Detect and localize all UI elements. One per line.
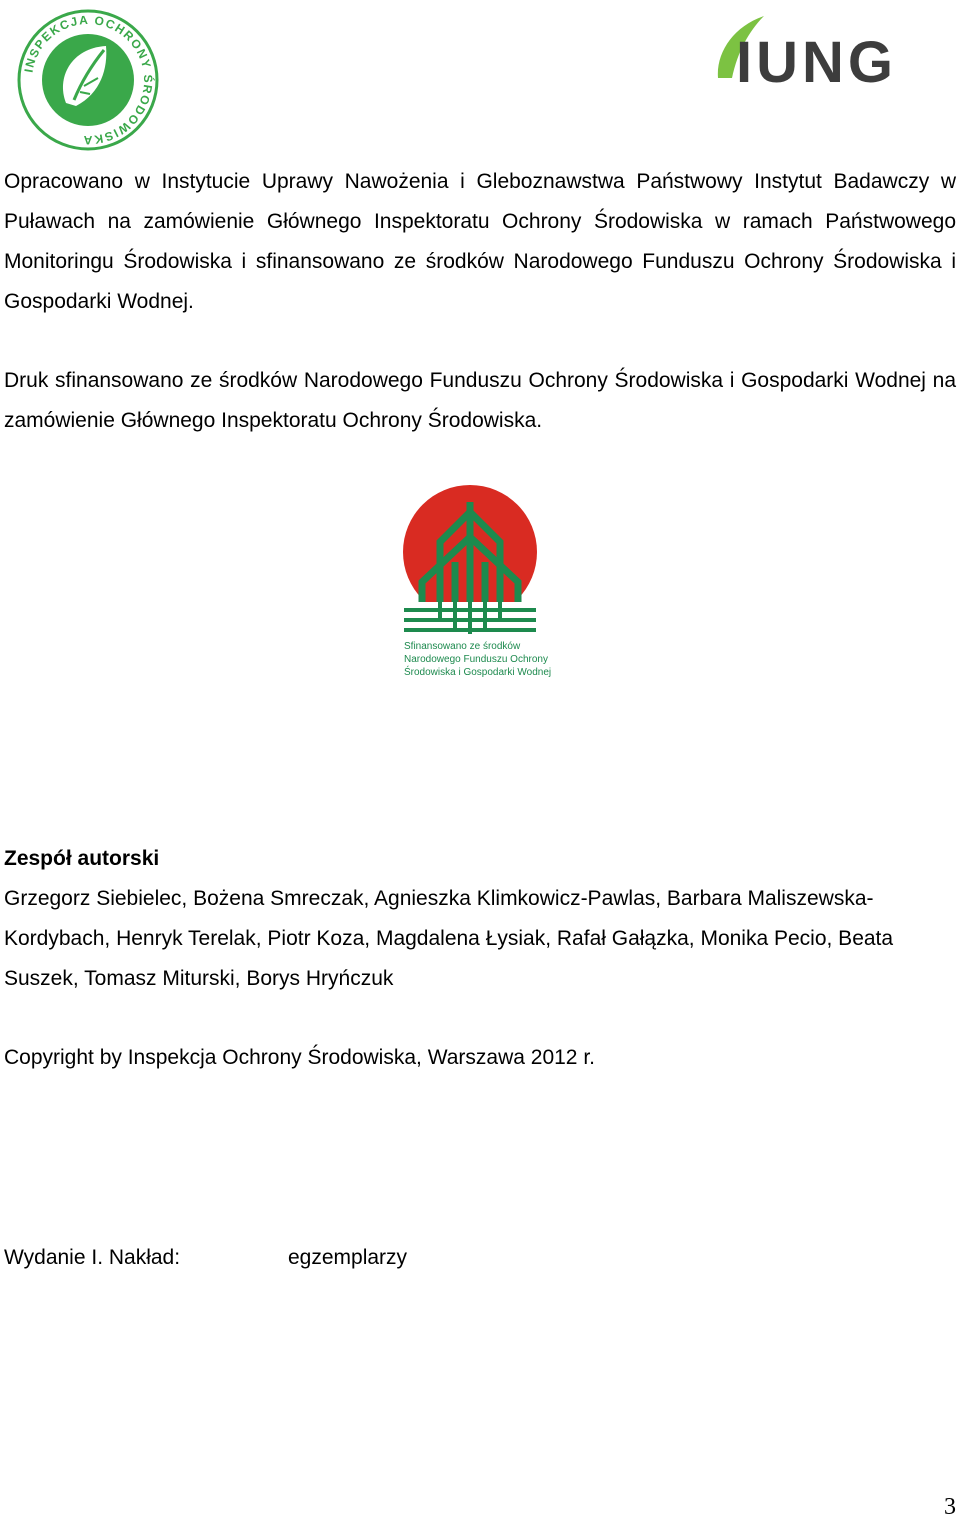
- iung-logo: [712, 12, 960, 98]
- authors-heading: Zespół autorski: [4, 847, 160, 870]
- authors-list: Grzegorz Siebielec, Bożena Smreczak, Agnieszka Klimkowicz-Pawlas, Barbara Maliszewska-Kordybach, Henryk Terelak, Piotr Koza, Magdalena Łysiak, Rafał Gałązka, Monika Pecio, Beata Suszek, Tomasz Miturski, Borys Hryńczuk: [4, 887, 894, 990]
- paragraph-intro: Opracowano w Instytucie Uprawy Nawożenia i Gleboznawstwa Państwowy Instytut Badawczy w Puławach na zamówienie Głównego Inspektoratu Ochrony Środowiska w ramach Państwowego Monitoringu Środowiska i sfinansowano ze środków Narodowego Funduszu Ochrony Środowiska i Gospodarki Wodnej.: [4, 170, 956, 313]
- edition-label: Wydanie I. Nakład:: [4, 1246, 181, 1269]
- nfosigw-caption-line: Sfinansowano ze środków: [404, 641, 521, 652]
- paragraph-print-funding: Druk sfinansowano ze środków Narodowego Funduszu Ochrony Środowiska i Gospodarki Wodnej na zamówienie Głównego Inspektoratu Ochrony Środowiska.: [4, 369, 956, 432]
- gios-logo: [16, 8, 160, 152]
- gios-ring-text: INSPEKCJA OCHRONY ŚRODOWISKA: [21, 12, 156, 148]
- page-number: 3: [944, 1494, 956, 1520]
- nfosigw-logo-caption: [404, 640, 552, 679]
- copies-label: egzemplarzy: [288, 1246, 408, 1269]
- copyright-notice: Copyright by Inspekcja Ochrony Środowiska, Warszawa 2012 r.: [4, 1046, 595, 1069]
- nfosigw-caption-line: Środowiska i Gospodarki Wodnej: [404, 667, 552, 678]
- nfosigw-caption-line: Narodowego Funduszu Ochrony: [404, 654, 548, 665]
- iung-logo-text: IUNG: [736, 30, 897, 95]
